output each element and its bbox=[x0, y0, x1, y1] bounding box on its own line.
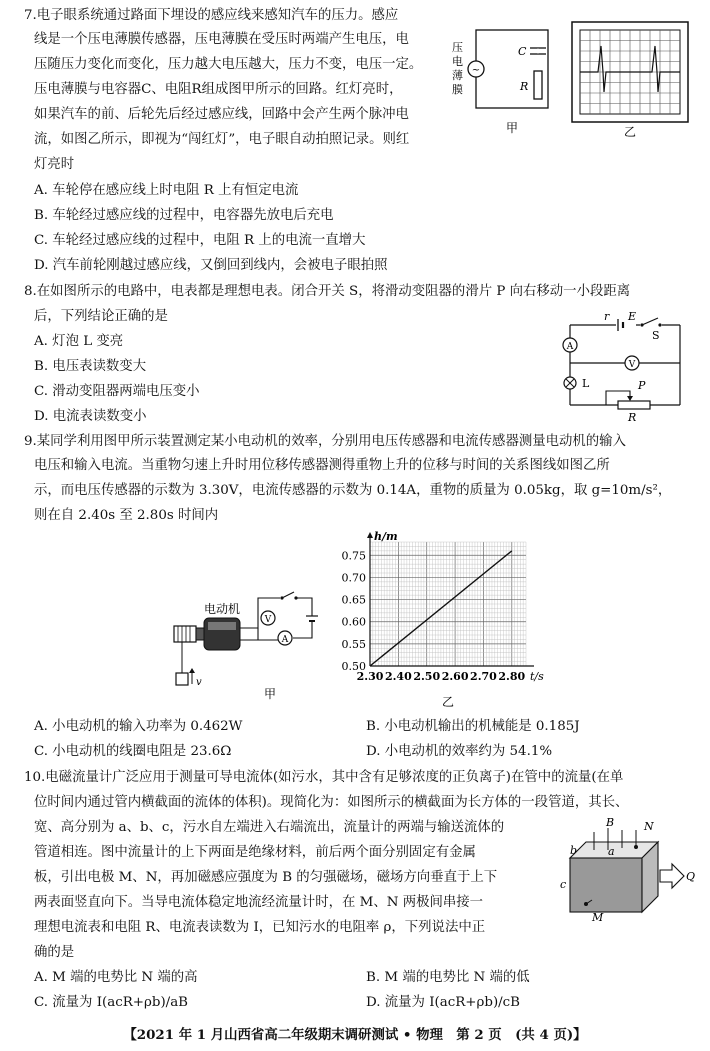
q9-line-1: 9.某同学利用图甲所示装置测定某小电动机的效率，分别用电压传感器和电流传感器测量电动机的输入 bbox=[24, 434, 626, 449]
q10-m-label: M bbox=[592, 911, 604, 924]
q9-ht-chart bbox=[326, 530, 544, 720]
x-tick-label: 2.30 bbox=[356, 670, 384, 683]
q7-c-label: C bbox=[518, 45, 527, 58]
q9-option-b: B. 小电动机输出的机械能是 0.185J bbox=[366, 719, 580, 734]
q9-voltmeter-label: V bbox=[264, 615, 272, 625]
q9-line-4: 则在自 2.40s 至 2.80s 时间内 bbox=[34, 508, 219, 523]
q7-option-d: D. 汽车前轮刚越过感应线，又倒回到线内，会被电子眼拍照 bbox=[34, 258, 388, 273]
q8-s-label: S bbox=[652, 329, 660, 342]
q10-q-label: Q bbox=[686, 870, 696, 883]
q7-sensor-label-2: 电 bbox=[452, 55, 463, 68]
chart-caption: 乙 bbox=[441, 695, 455, 709]
q8-option-d: D. 电流表读数变小 bbox=[34, 409, 147, 424]
x-axis-label: t/s bbox=[530, 670, 544, 683]
q10-line-4: 管道相连。图中流量计的上下两面是绝缘材料，前后两个面分别固定有金属 bbox=[34, 845, 476, 860]
q8-r-label: r bbox=[604, 310, 610, 323]
q7-line-6: 流，如图乙所示，即视为“闯红灯”，电子眼自动拍照记录。则红 bbox=[34, 132, 410, 147]
y-tick-label: 0.60 bbox=[341, 615, 366, 629]
q9-motor-figure bbox=[168, 588, 338, 703]
q8-voltmeter-label: V bbox=[628, 360, 636, 370]
q9-ammeter-label: A bbox=[281, 635, 289, 645]
q10-line-1: 10.电磁流量计广泛应用于测量可导电流体(如污水，其中含有足够浓度的正负离子)在管中的流量(在单 bbox=[24, 770, 624, 785]
q9-option-a: A. 小电动机的输入功率为 0.462W bbox=[34, 719, 243, 734]
q10-c-label: c bbox=[560, 878, 567, 891]
y-tick-label: 0.70 bbox=[341, 571, 366, 585]
x-tick-label: 2.50 bbox=[413, 670, 441, 683]
q7-figure-jia bbox=[452, 18, 562, 138]
x-tick-label: 2.80 bbox=[498, 670, 526, 683]
q7-r-label: R bbox=[520, 80, 529, 93]
y-axis-label: h/m bbox=[374, 530, 398, 543]
q7-jia-caption: 甲 bbox=[505, 121, 519, 135]
q8-option-a: A. 灯泡 L 变亮 bbox=[34, 334, 124, 349]
q9-option-d: D. 小电动机的效率约为 54.1% bbox=[366, 744, 553, 759]
q9-velocity-label: v bbox=[196, 677, 202, 688]
q8-option-c: C. 滑动变阻器两端电压变小 bbox=[34, 384, 200, 399]
q8-ammeter-label: A bbox=[566, 342, 574, 352]
y-tick-label: 0.55 bbox=[341, 637, 366, 651]
q7-line-3: 压随压力变化而变化，压力越大电压越大，压力不变，电压一定。 bbox=[34, 57, 423, 72]
q7-line-1: 7.电子眼系统通过路面下埋设的感应线来感知汽车的压力。感应 bbox=[24, 8, 399, 23]
y-tick-label: 0.50 bbox=[341, 660, 366, 673]
y-axis-arrow bbox=[367, 532, 373, 538]
q9-line-3: 示，而电压传感器的示数为 3.30V，电流传感器的示数为 0.14A，重物的质量为 0.05kg，取 g=10m/s²， bbox=[34, 483, 672, 498]
x-tick-label: 2.40 bbox=[384, 670, 412, 683]
q7-sensor-label-4: 膜 bbox=[452, 83, 463, 96]
q7-sensor-label-1: 压 bbox=[452, 41, 463, 54]
q10-option-a: A. M 端的电势比 N 端的高 bbox=[34, 970, 198, 985]
q7-yi-caption: 乙 bbox=[623, 125, 637, 139]
q10-line-2: 位时间内通过管内横截面的流体的体积)。现简化为：如图所示的横截面为长方体的一段管道，其长、 bbox=[34, 795, 629, 810]
q10-b-label: B bbox=[606, 816, 615, 829]
q8-lamp-label: L bbox=[582, 377, 590, 390]
q10-n-label: N bbox=[644, 820, 654, 833]
q10-line-8: 确的是 bbox=[34, 945, 75, 960]
q8-line-2: 后，下列结论正确的是 bbox=[34, 309, 168, 324]
x-tick-label: 2.60 bbox=[441, 670, 469, 683]
q9-jia-caption: 甲 bbox=[263, 687, 277, 701]
q8-circuit-figure bbox=[556, 305, 696, 424]
q7-line-4: 压电薄膜与电容器C、电阻R组成图甲所示的回路。红灯亮时， bbox=[34, 82, 403, 97]
q7-option-c: C. 车轮经过感应线的过程中，电阻 R 上的电流一直增大 bbox=[34, 233, 366, 248]
q10-b-dim-label: b bbox=[570, 844, 578, 857]
q7-figure-yi bbox=[568, 18, 693, 138]
q10-option-c: C. 流量为 I(acR+ρb)/aB bbox=[34, 995, 189, 1010]
q10-option-b: B. M 端的电势比 N 端的低 bbox=[366, 970, 530, 985]
page-footer: 【2021 年 1 月山西省高二年级期末调研测试 • 物理 第 2 页 (共 4 页)】 bbox=[123, 1027, 587, 1043]
q8-e-label: E bbox=[628, 310, 637, 323]
q10-a-label: a bbox=[608, 845, 615, 858]
svg-text:~: ~ bbox=[471, 65, 481, 76]
q8-rheostat-label: R bbox=[628, 411, 637, 424]
q9-line-2: 电压和输入电流。当重物匀速上升时用位移传感器测得重物上升的位移与时间的关系图线如图乙所 bbox=[34, 458, 610, 473]
q7-line-5: 如果汽车的前、后轮先后经过感应线，回路中会产生两个脉冲电 bbox=[34, 107, 409, 122]
y-tick-label: 0.65 bbox=[341, 593, 366, 607]
q7-option-b: B. 车轮经过感应线的过程中，电容器先放电后充电 bbox=[34, 208, 334, 223]
q10-option-d: D. 流量为 I(acR+ρb)/cB bbox=[366, 995, 521, 1010]
q10-flowmeter-figure bbox=[556, 818, 701, 928]
q9-motor-label: 电动机 bbox=[203, 602, 241, 616]
q7-option-a: A. 车轮停在感应线上时电阻 R 上有恒定电流 bbox=[34, 183, 299, 198]
y-tick-label: 0.75 bbox=[341, 549, 366, 563]
q8-p-label: P bbox=[638, 379, 646, 392]
q8-line-1: 8.在如图所示的电路中，电表都是理想电表。闭合开关 S，将滑动变阻器的滑片 P 向右移动一小段距离 bbox=[24, 284, 631, 299]
q7-line-7: 灯亮时 bbox=[34, 157, 75, 172]
q8-option-b: B. 电压表读数变大 bbox=[34, 359, 147, 374]
q9-option-c: C. 小电动机的线圈电阻是 23.6Ω bbox=[34, 744, 232, 759]
q7-line-2: 线是一个压电薄膜传感器，压电薄膜在受压时两端产生电压，电 bbox=[34, 32, 409, 47]
q10-line-5: 板，引出电极 M、N，再加磁感应强度为 B 的匀强磁场，磁场方向垂直于上下 bbox=[34, 870, 498, 885]
q7-sensor-label-3: 薄 bbox=[452, 69, 463, 82]
q10-line-3: 宽、高分别为 a、b、c，污水自左端进入右端流出，流量计的两端与输送流体的 bbox=[34, 820, 505, 835]
q10-line-6: 两表面竖直向下。当导电流体稳定地流经流量计时，在 M、N 两极间串接一 bbox=[34, 895, 484, 910]
q10-line-7: 理想电流表和电阻 R、电流表读数为 I，已知污水的电阻率 ρ，下列说法中正 bbox=[34, 920, 486, 935]
x-tick-label: 2.70 bbox=[470, 670, 497, 683]
